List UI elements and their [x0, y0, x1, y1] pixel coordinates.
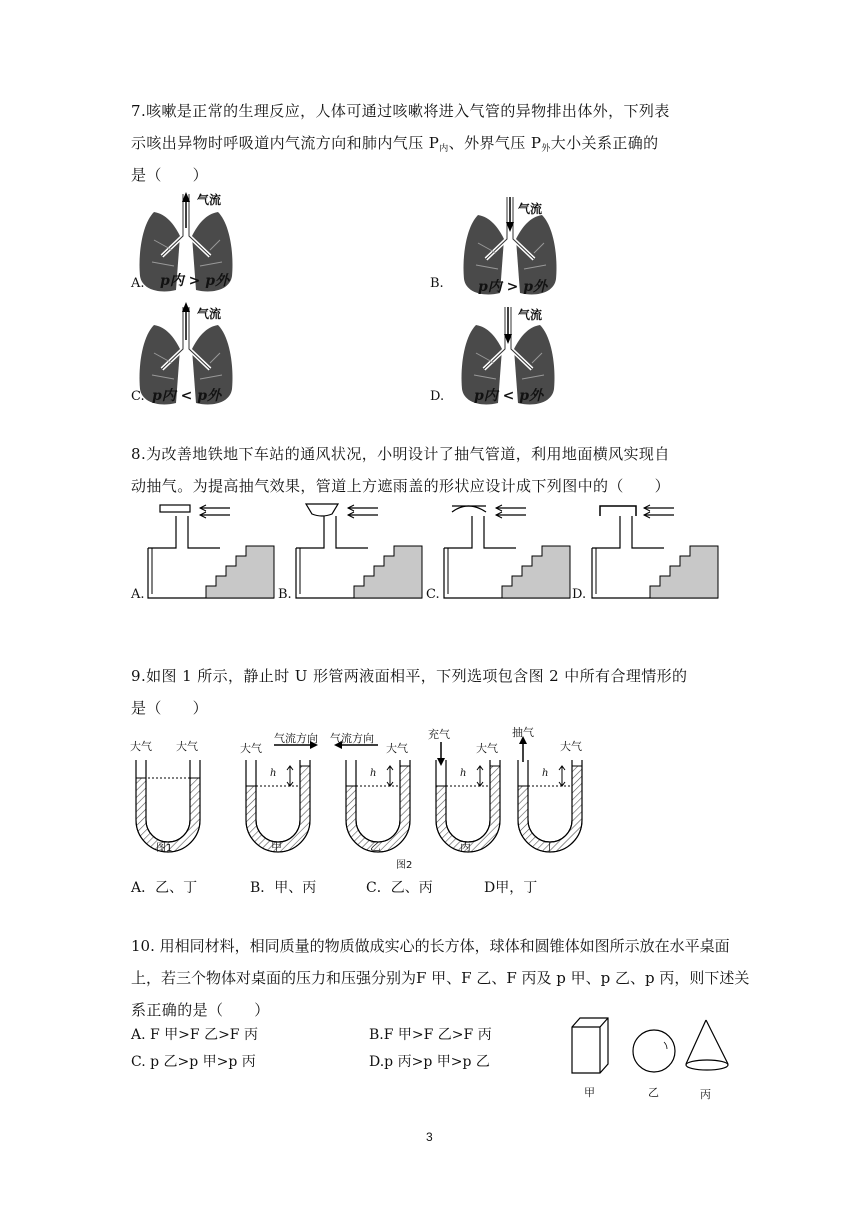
q9-name-ding: 丁 — [544, 840, 555, 853]
q7-option-d-label[interactable]: D. — [430, 389, 445, 404]
q8-line1: 8.为改善地铁地下车站的通风状况，小明设计了抽气管道，利用地面横风实现自 — [131, 445, 670, 463]
q7-sub-in: 内 — [439, 144, 449, 154]
q7-option-c-relation: p内 < p外 — [152, 388, 222, 404]
q9-ding-h: h — [542, 768, 549, 779]
q9-answer-a[interactable]: A．乙、丁 — [131, 880, 198, 896]
q9-yi-atm: 大气 — [386, 742, 408, 755]
q9-yi-h: h — [370, 768, 377, 779]
q8-option-d[interactable]: D. — [572, 587, 587, 602]
q7-option-d-relation: p内 < p外 — [474, 388, 544, 404]
q8-option-b[interactable]: B. — [278, 587, 292, 602]
q10-line1: 10. 用相同材料，相同质量的物质做成实心的长方体，球体和圆锥体如图所示放在水平桌面 — [131, 937, 730, 955]
q10-shape-jia: 甲 — [584, 1086, 595, 1099]
q7-flow-label-c: 气流 — [197, 307, 222, 321]
q10-shape-yi: 乙 — [648, 1086, 659, 1099]
q10-answer-b[interactable]: B.F 甲>F 乙>F 丙 — [369, 1027, 492, 1043]
q7-line3: 是（ ） — [131, 166, 209, 184]
q7-sub-out: 外 — [541, 144, 551, 154]
q7-option-c-label[interactable]: C. — [131, 389, 145, 404]
q9-name-bing: 丙 — [460, 840, 471, 853]
q9-jia-h: h — [270, 768, 277, 779]
q9-fig1-caption: 图1 — [156, 843, 173, 854]
q9-line2: 是（ ） — [131, 699, 209, 717]
q7-flow-label-a: 气流 — [197, 193, 222, 207]
q7-line1: 7.咳嗽是正常的生理反应，人体可通过咳嗽将进入气管的异物排出体外，下列表 — [131, 102, 670, 120]
q9-bing-atm: 大气 — [476, 742, 498, 755]
q10-answer-d[interactable]: D.p 丙>p 甲>p 乙 — [369, 1054, 490, 1070]
q10-line2: 上，若三个物体对桌面的压力和压强分别为F 甲、F 乙、F 丙及 p 甲、p 乙、p 丙，则下述关 — [131, 969, 750, 987]
q9-answer-d[interactable]: D甲，丁 — [484, 880, 538, 896]
q9-name-yi: 乙 — [370, 840, 381, 853]
q9-ding-atm: 大气 — [560, 740, 582, 753]
q9-line1: 9.如图 1 所示，静止时 U 形管两液面相平，下列选项包含图 2 中所有合理情形的 — [131, 667, 688, 685]
q9-ding-pump: 抽气 — [512, 726, 534, 739]
q9-jia-flow: 气流方向 — [274, 732, 318, 745]
q9-fig1-atm-right: 大气 — [176, 740, 198, 753]
q7-option-b-label[interactable]: B. — [430, 276, 444, 291]
q9-answer-b[interactable]: B．甲、丙 — [250, 880, 317, 896]
q8-option-c[interactable]: C. — [426, 587, 440, 602]
q9-name-jia: 甲 — [271, 840, 282, 853]
q8-line2: 动抽气。为提高抽气效果，管道上方遮雨盖的形状应设计成下列图中的（ ） — [131, 477, 671, 495]
q7-line2-a: 示咳出异物时呼吸道内气流方向和肺内气压 P — [131, 134, 440, 152]
q10-shape-bing: 丙 — [700, 1088, 711, 1101]
q7-flow-label-b: 气流 — [518, 202, 543, 216]
q7-line2-c: 大小关系正确的 — [550, 134, 659, 152]
page-number: 3 — [426, 1130, 433, 1144]
q9-jia-atm: 大气 — [240, 742, 262, 755]
q7-option-a-label[interactable]: A. — [131, 276, 145, 291]
q10-sphere — [633, 1030, 675, 1072]
q9-fig1-atm-left: 大气 — [130, 740, 152, 753]
q9-bing-h: h — [460, 768, 467, 779]
q9-yi-flow: 气流方向 — [330, 732, 374, 745]
q9-bing-inflate: 充气 — [428, 728, 450, 741]
q9-fig2-caption: 图2 — [396, 860, 413, 871]
q7-flow-label-d: 气流 — [518, 308, 543, 322]
q10-answer-c[interactable]: C. p 乙>p 甲>p 丙 — [131, 1054, 256, 1070]
q10-cone — [686, 1020, 728, 1070]
q8-option-a[interactable]: A. — [131, 587, 145, 602]
q7-line2-b: 、外界气压 P — [448, 134, 542, 152]
q7-option-a-relation: p内 > p外 — [160, 273, 230, 289]
q9-answer-c[interactable]: C．乙、丙 — [366, 880, 433, 896]
q10-line3: 系正确的是（ ） — [131, 1001, 270, 1019]
q10-cuboid — [572, 1018, 608, 1073]
q7-option-b-relation: p内 > p外 — [478, 279, 548, 295]
q10-answer-a[interactable]: A. F 甲>F 乙>F 丙 — [131, 1027, 258, 1043]
